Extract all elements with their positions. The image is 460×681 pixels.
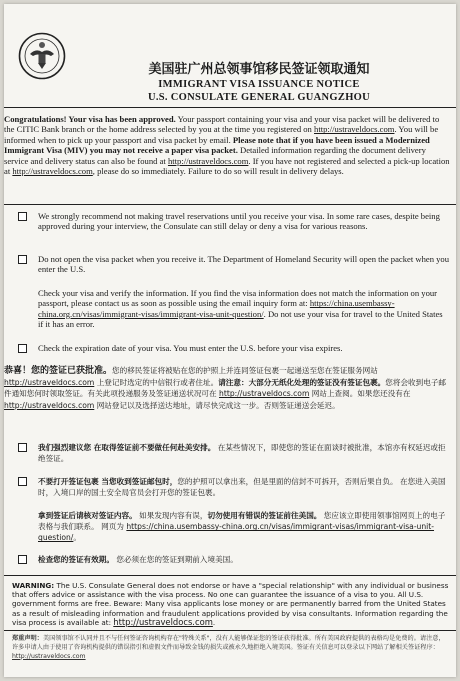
checkbox[interactable] bbox=[18, 255, 27, 264]
consulate-name: U.S. CONSULATE GENERAL GUANGZHOU bbox=[147, 92, 371, 103]
checkbox[interactable] bbox=[18, 555, 27, 564]
checklist-item-expiration: Check the expiration date of your visa. You must enter the U.S. before your visa expires. bbox=[18, 343, 450, 353]
checkbox[interactable] bbox=[18, 344, 27, 353]
checkbox[interactable] bbox=[18, 212, 27, 221]
footer-divider bbox=[4, 630, 456, 631]
verify-visa-note: Check your visa and verify the information. If you find the visa information does not match the information on your passport, please contact us as soon as possible using the email inquiry form at: https://china.usembassy-china.org.cn/visas/immigrant-visas/immigrant-visa-unit-question/. Do not use your visa for travel to the United States if it has an error. bbox=[38, 288, 443, 330]
title-zh: 美国驻广州总领事馆移民签证领取通知 bbox=[148, 62, 370, 77]
ustraveldocs-link[interactable]: http://ustraveldocs.com bbox=[12, 166, 93, 177]
inquiry-form-link[interactable]: https://china.usembassy-china.org.cn/visas/immigrant-visas/immigrant-visa-unit-question/ bbox=[38, 522, 435, 543]
ustraveldocs-link[interactable]: http://ustraveldocs.com bbox=[4, 378, 95, 388]
ustraveldocs-link[interactable]: http://ustraveldocs.com bbox=[12, 652, 86, 660]
congrats-en: Congratulations! Your visa has been approved. bbox=[4, 114, 176, 124]
verify-visa-note-zh: 拿到签证后请核对签证内容。 如果发现内容有误，切勿使用有错误的签证前往美国。 您应该立即使用领事馆网页上的电子表格与我们联系。 网页为 https://china.usembassy-china.org.cn/visas/immigrant-visas/immigrant-visa-unit-question/。 bbox=[38, 511, 446, 543]
checklist-item-travel: We strongly recommend not making travel reservations until you receive your visa. In some rare cases, despite being approved during your interview, the Consulate can still delay or deny a visa for various reasons. bbox=[18, 211, 450, 232]
congrats-zh: 恭喜！您的签证已获批准。 bbox=[4, 366, 113, 376]
notice-header bbox=[74, 62, 444, 104]
ustraveldocs-link[interactable]: http://ustraveldocs.com bbox=[4, 400, 95, 410]
header-divider bbox=[4, 107, 456, 108]
checklist-item-travel-zh: 我们强烈建议您 在取得签证前不要做任何赴美安排。 在某些情况下，即使您的签证在面谈时被批准，本馆亦有权延迟或拒绝签证。 bbox=[18, 442, 450, 464]
section-divider bbox=[4, 204, 456, 205]
ustraveldocs-link[interactable]: http://ustraveldocs.com bbox=[314, 124, 395, 135]
checklist-item-packet-zh: 不要打开签证包裹 当您收到签证邮包时，您的护照可以拿出来，但是里面的信封不可拆开，否则后果自负。 在您进入美国时，入境口岸的国土安全局官员会打开您的签证包裹。 bbox=[18, 476, 450, 498]
ustraveldocs-link[interactable]: http://ustraveldocs.com bbox=[167, 155, 249, 166]
disclaimer-zh: 郑重声明：美国领事馆不认同并且不与任何签证咨询机构存在"特殊关系"，没有人能够保证您的签证获得批准。所有美国政府提供的表格均是免费的。请注意，许多申请人由于使用了咨询机构提供的错误指引和虚假文件而导致金钱的损失或被永久地拒绝入境美国。签证有关信息可以登录以下网站了解相关签证程序：http://ustraveldocs.com bbox=[12, 635, 445, 660]
intro-en: Congratulations! Your visa has been approved. Your passport containing your visa and your visa packet will be delivered to the CITIC Bank branch or the home address selected by you at the time you registered on http://ustraveldocs.com. You will be informed when to pick up your passport and visa packet by email. Please note that if you have been issued a Modernized Immigrant Visa (MIV) you may not receive a paper visa packet. Detailed information regarding the document delivery service and delivery status can also be found at http://ustraveldocs.com. If you have not registered and selected a pick-up location at http://ustraveldocs.com, please do so immediately. Failure to do so will result in delivery delays. bbox=[4, 114, 450, 177]
checkbox[interactable] bbox=[18, 443, 27, 452]
checklist-item-expiration-zh: 检查您的签证有效期。 您必须在您的签证到期前入境美国。 bbox=[18, 554, 450, 565]
warning-divider bbox=[4, 575, 456, 576]
issuance-notice-page bbox=[4, 4, 456, 677]
checklist-item-packet: Do not open the visa packet when you receive it. The Department of Homeland Security will open the packet when you enter the U.S. bbox=[18, 254, 450, 275]
intro-zh: 恭喜！您的签证已获批准。您的移民签证将被贴在您的护照上并连同签证包裹一起递送至您在签证服务网站 http://ustraveldocs.com 上登记时选定的中信银行或者住址。请注意：大部分无纸化处理的签证没有签证包裹。您将会收到电子邮件通知您何时领取签证。有关此项投递服务及签证递送状况可在 http://ustraveldocs.com 网站上查阅。如果您还没有在 http://ustraveldocs.com 网站登记以及选择送达地址，请尽快完成这一步。否则签证递送会延迟。 bbox=[4, 366, 447, 410]
inquiry-form-link[interactable]: https://china.usembassy-china.org.cn/visas/immigrant-visas/immigrant-visa-unit-question/ bbox=[38, 298, 395, 319]
ustraveldocs-link[interactable]: http://ustraveldocs.com bbox=[113, 616, 213, 627]
us-great-seal-icon bbox=[18, 32, 66, 80]
warning-notice: WARNING: The U.S. Consulate General does not endorse or have a "special relationship" with any individual or business that offers advice or assistance with the visa process. No one can guarantee the issuance of a visa to you. All U.S. government forms are free. Beware: Many visa applicants lose money or are permanently barred from the United States as a result of misleading information and fraudulent applications provided by visa consultants. Information regarding the visa process is available at: http://ustraveldocs.com. bbox=[12, 581, 449, 627]
ustraveldocs-link[interactable]: http://ustraveldocs.com bbox=[219, 389, 310, 399]
checkbox[interactable] bbox=[18, 477, 27, 486]
title-en: IMMIGRANT VISA ISSUANCE NOTICE bbox=[158, 79, 360, 90]
